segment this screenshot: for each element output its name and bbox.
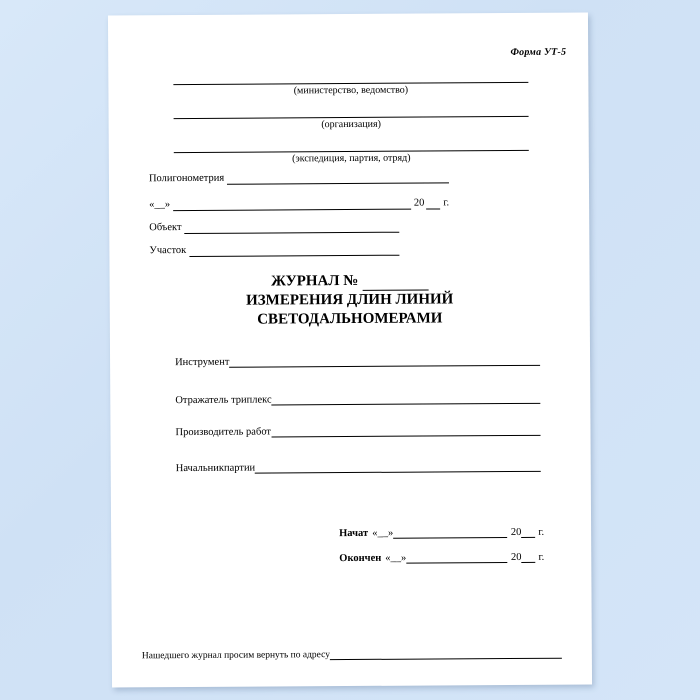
field-object-input[interactable] <box>185 221 400 234</box>
field-return-address-input[interactable] <box>330 647 562 660</box>
field-polygonometry <box>149 171 449 185</box>
field-instrument <box>175 354 540 368</box>
field-party-chief-label: Начальникпартии <box>175 462 256 475</box>
field-work-producer-label: Производитель работ <box>175 426 272 439</box>
field-reflector <box>175 392 540 406</box>
field-date-day[interactable]: «__» <box>149 199 171 211</box>
field-date <box>149 197 449 211</box>
field-polygonometry-input[interactable] <box>227 171 449 184</box>
field-work-producer-input[interactable] <box>271 424 541 438</box>
field-date-year: 20 <box>413 197 425 209</box>
field-plot-label: Участок <box>149 244 187 257</box>
document-sheet <box>108 13 592 688</box>
field-end-date-month-input[interactable] <box>406 551 507 564</box>
expedition-caption: (экспедиция, партия, отряд) <box>292 152 411 165</box>
field-end-date <box>339 551 544 564</box>
field-end-date-day[interactable]: «__» <box>385 552 407 564</box>
title-journal-number-input[interactable] <box>362 276 428 291</box>
title-line-2: ИЗМЕРЕНИЯ ДЛИН ЛИНИЙ <box>246 291 454 309</box>
document-page <box>108 13 592 688</box>
field-start-date-year: 20 <box>510 526 522 539</box>
ministry-rule[interactable] <box>173 69 528 85</box>
field-start-date <box>339 526 544 539</box>
field-reflector-label: Отражатель триплекс <box>175 394 272 407</box>
organization-caption: (организация) <box>321 118 381 131</box>
organization-rule[interactable] <box>174 103 529 119</box>
field-plot <box>149 244 399 258</box>
field-start-date-year-suffix: г. <box>538 526 545 538</box>
ministry-caption: (министерство, ведомство) <box>293 84 409 97</box>
field-date-year-suffix: г. <box>443 197 450 209</box>
field-return-address <box>142 647 562 662</box>
field-object-label: Объект <box>149 222 182 234</box>
field-party-chief <box>176 460 541 474</box>
field-object <box>149 221 399 235</box>
field-return-address-label: Нашедшего журнал просим вернуть по адресу <box>141 650 331 662</box>
title-journal-number-label: ЖУРНАЛ № <box>270 272 359 290</box>
field-date-month-input[interactable] <box>173 198 411 211</box>
field-start-date-year-input[interactable] <box>521 526 535 538</box>
field-end-date-label: Окончен <box>339 552 382 565</box>
field-end-date-year: 20 <box>510 551 522 564</box>
title-line-3: СВЕТОДАЛЬНОМЕРАМИ <box>257 310 443 328</box>
field-plot-input[interactable] <box>189 244 399 257</box>
field-reflector-input[interactable] <box>272 392 541 406</box>
field-end-date-year-input[interactable] <box>521 551 535 563</box>
field-instrument-input[interactable] <box>229 354 540 368</box>
field-date-year-input[interactable] <box>426 197 440 209</box>
expedition-rule[interactable] <box>174 137 529 153</box>
field-work-producer <box>175 424 540 438</box>
form-code: Форма УТ-5 <box>510 46 567 59</box>
organization-header-block <box>173 69 529 173</box>
field-end-date-year-suffix: г. <box>538 551 545 563</box>
field-start-date-label: Начат <box>339 527 369 540</box>
field-start-date-day[interactable]: «__» <box>372 527 394 539</box>
document-title <box>110 271 590 331</box>
field-start-date-month-input[interactable] <box>393 526 507 539</box>
field-polygonometry-label: Полигонометрия <box>148 172 225 185</box>
field-party-chief-input[interactable] <box>255 460 541 474</box>
field-instrument-label: Инструмент <box>175 356 230 369</box>
